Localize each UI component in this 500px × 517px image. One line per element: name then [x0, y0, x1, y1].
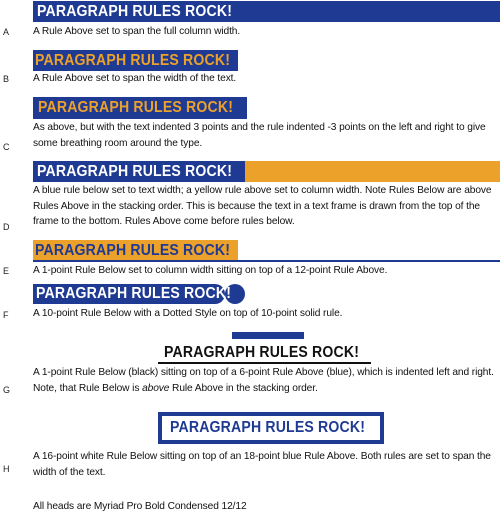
caption-h: A 16-point white Rule Below sitting on top of an 18-point blue Rule Above. Both rules are set to span the width of the text.: [33, 451, 491, 478]
caption-f: A 10-point Rule Below with a Dotted Style on top of 10-point solid rule.: [33, 308, 343, 319]
caption-b: A Rule Above set to span the width of the text.: [33, 73, 237, 84]
caption-g-post: Rule Above in the stacking order.: [169, 382, 318, 394]
caption-g-pre: A 1-point Rule Below (black) sitting on top of a 6-point Rule Above (blue), which is indented left and right. Note, that Rule Below is: [33, 367, 494, 394]
caption-g: [33, 365, 500, 396]
heading-b: PARAGRAPH RULES ROCK!: [35, 52, 231, 69]
label-b: B: [3, 74, 10, 84]
label-h: H: [3, 464, 10, 474]
label-f: F: [3, 310, 9, 320]
heading-d: PARAGRAPH RULES ROCK!: [37, 163, 233, 180]
caption-d: A blue rule below set to text width; a yellow rule above set to column width. Note Rules Below are above Rules Above in the stacking order. This is because the text in a text frame is drawn from the top of the frame to the bottom. Rules Above come before rules below.: [33, 185, 492, 227]
heading-e: PARAGRAPH RULES ROCK!: [35, 242, 231, 259]
caption-a: A Rule Above set to span the full column width.: [33, 26, 241, 37]
heading-h: PARAGRAPH RULES ROCK!: [170, 419, 366, 436]
rule-above-g: [232, 332, 304, 339]
label-e: E: [3, 266, 10, 276]
heading-f: PARAGRAPH RULES ROCK!: [36, 285, 232, 302]
caption-c: As above, but with the text indented 3 points and the rule indented -3 points on the left and right to give some breathing room around the type.: [33, 122, 486, 149]
heading-g: PARAGRAPH RULES ROCK!: [164, 344, 360, 361]
heading-c: PARAGRAPH RULES ROCK!: [38, 99, 234, 116]
label-a: A: [3, 27, 10, 37]
label-g: G: [3, 385, 11, 395]
label-c: C: [3, 142, 10, 152]
caption-g-emphasis: above: [142, 382, 170, 394]
heading-a: PARAGRAPH RULES ROCK!: [37, 3, 233, 20]
footer-note: All heads are Myriad Pro Bold Condensed 12/12: [33, 501, 247, 512]
caption-e: A 1-point Rule Below set to column width sitting on top of a 12-point Rule Above.: [33, 265, 388, 276]
rule-below-g: [158, 362, 371, 364]
label-d: D: [3, 222, 10, 232]
